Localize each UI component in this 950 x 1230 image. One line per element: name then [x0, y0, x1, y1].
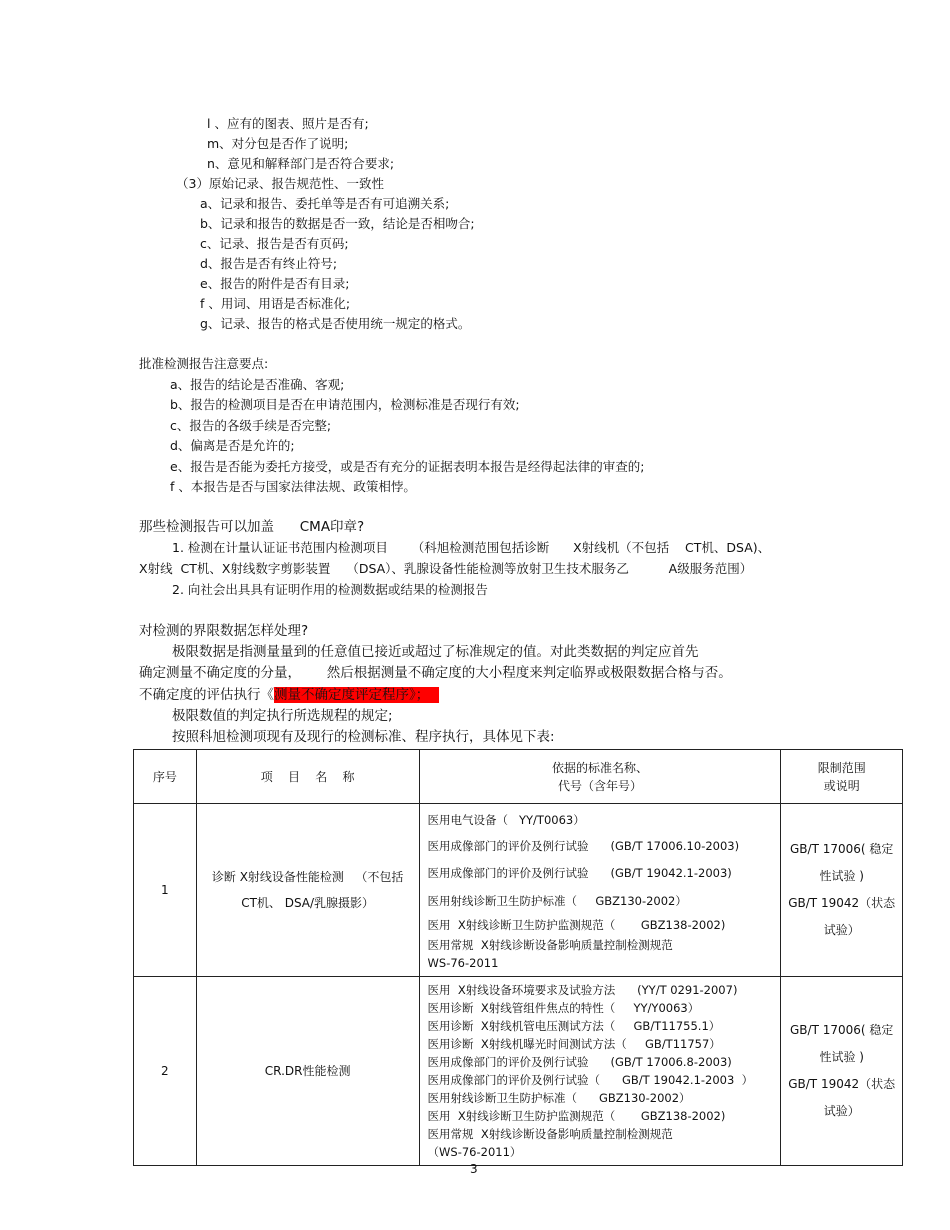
row1-std-2: 医用成像部门的评价及例行试验 (GB/T 17006.10-2003) [427, 839, 740, 853]
row1-std-1: 医用电气设备（ YY/T0063） [427, 813, 585, 827]
row2-limit-2: 性试验 ) [819, 1050, 864, 1064]
header-limit-line1: 限制范围 [817, 760, 866, 775]
limit-line-2: 确定测量不确定度的分量， 然后根据测量不确定度的大小程度来判定临界或极限数据合格与否。 [139, 665, 732, 681]
row2-limit-4: 试验） [823, 1104, 860, 1118]
cma-line-2: X射线 CT机、X射线数字剪影装置 （DSA）、乳腺设备性能检测等放射卫生技术服务乙 A级服务范围） [139, 561, 753, 576]
uncertainty-prefix: 不确定度的评估执行《 [139, 687, 274, 703]
section3-item-f: f 、用词、用语是否标准化; [200, 296, 351, 311]
row2-std-1: 医用 X射线设备环境要求及试验方法 (YY/T 0291-2007) [427, 983, 738, 997]
row1-name-line1: 诊断 X射线设备性能检测 （不包括 [211, 870, 404, 884]
section3-item-a: a、记录和报告、委托单等是否有可追溯关系; [200, 196, 450, 211]
row2-std-6: 医用成像部门的评价及例行试验（ GB/T 19042.1-2003 ） [427, 1073, 754, 1087]
row2-std-7: 医用射线诊断卫生防护标准（ GBZ130-2002） [427, 1091, 691, 1105]
row2-limit-1: GB/T 17006( 稳定 [790, 1023, 894, 1037]
row2-std-2: 医用诊断 X射线管组件焦点的特性（ YY/Y0063） [427, 1001, 700, 1015]
row2-std-9: 医用常规 X射线诊断设备影响质量控制检测规范 [427, 1127, 673, 1141]
item-l: l 、应有的图表、照片是否有; [207, 116, 369, 131]
row2-std-5: 医用成像部门的评价及例行试验 (GB/T 17006.8-2003) [427, 1055, 732, 1069]
approve-item-d: d、偏离是否是允许的; [170, 438, 295, 453]
header-name: 项 目 名 称 [196, 750, 419, 804]
table-row [134, 977, 903, 1166]
item-n: n、意见和解释部门是否符合要求; [207, 156, 395, 171]
row1-limit-2: 性试验 ) [819, 869, 864, 883]
row2-std-8: 医用 X射线诊断卫生防护监测规范（ GBZ138-2002) [427, 1109, 726, 1123]
row2-limit-3: GB/T 19042（状态 [788, 1077, 896, 1091]
row2-no: 2 [134, 977, 197, 1166]
header-standard [419, 750, 781, 804]
row1-std-4: 医用射线诊断卫生防护标准（ GBZ130-2002） [427, 894, 687, 908]
table-header-row [134, 750, 903, 804]
section3-item-e: e、报告的附件是否有目录; [200, 276, 350, 291]
row1-limit [781, 804, 903, 977]
row1-std-6: 医用常规 X射线诊断设备影响质量控制检测规范 [427, 938, 673, 952]
limit-heading: 对检测的界限数据怎样处理? [139, 623, 309, 639]
row2-std-3: 医用诊断 X射线机管电压测试方法（ GB/T11755.1） [427, 1019, 721, 1033]
row1-limit-3: GB/T 19042（状态 [788, 896, 896, 910]
item-m: m、对分包是否作了说明; [207, 136, 349, 151]
row2-name [196, 977, 419, 1166]
approve-item-b: b、报告的检测项目是否在申请范围内，检测标准是否现行有效; [170, 397, 520, 412]
uncertainty-line [139, 686, 439, 704]
row1-std-5: 医用 X射线诊断卫生防护监测规范（ GBZ138-2002) [427, 918, 726, 932]
header-standard-line1: 依据的标准名称、 [551, 760, 648, 775]
row1-name-line2: CT机、 DSA/乳腺摄影） [241, 896, 375, 910]
row2-std-4: 医用诊断 X射线机曝光时间测试方法（ GB/T11757） [427, 1037, 721, 1051]
section3-heading: （3）原始记录、报告规范性、一致性 [176, 176, 384, 191]
header-limit [781, 750, 903, 804]
row1-std-3: 医用成像部门的评价及例行试验 (GB/T 19042.1-2003) [427, 866, 732, 880]
row1-limit-4: 试验） [823, 923, 860, 937]
table-row [134, 804, 903, 977]
section3-item-g: g、记录、报告的格式是否使用统一规定的格式。 [200, 316, 471, 331]
uncertainty-highlight: 测量不确定度评定程序》； [274, 687, 439, 703]
row1-name [196, 804, 419, 977]
approve-item-c: c、报告的各级手续是否完整; [170, 418, 332, 433]
header-no: 序号 [134, 750, 197, 804]
section3-item-b: b、记录和报告的数据是否一致，结论是否相吻合; [200, 216, 475, 231]
limit-line-3: 极限数值的判定执行所选规程的规定; [172, 708, 393, 724]
row1-limit-1: GB/T 17006( 稳定 [790, 842, 894, 856]
limit-line-4: 按照科旭检测项现有及现行的检测标准、程序执行，具体见下表: [172, 729, 555, 745]
cma-heading: 那些检测报告可以加盖 CMA印章? [139, 519, 365, 535]
row2-standards [419, 977, 781, 1166]
section3-item-d: d、报告是否有终止符号; [200, 256, 338, 271]
cma-line-3: 2. 向社会出具具有证明作用的检测数据或结果的检测报告 [172, 582, 488, 597]
section3-item-c: c、记录、报告是否有页码; [200, 236, 349, 251]
row2-std-10: （WS-76-2011） [427, 1145, 522, 1159]
row2-name-line1: CR.DR性能检测 [264, 1064, 351, 1078]
standards-table [133, 749, 903, 1166]
approve-heading: 批准检测报告注意要点: [139, 356, 269, 371]
limit-line-1: 极限数据是指测量量到的任意值已接近或超过了标准规定的值。对此类数据的判定应首先 [172, 644, 699, 660]
row1-std-7: WS-76-2011 [427, 956, 499, 970]
row1-standards [419, 804, 781, 977]
page-number: 3 [470, 1162, 478, 1176]
header-standard-line2: 代号（含年号） [557, 778, 642, 793]
approve-item-e: e、报告是否能为委托方接受，或是否有充分的证据表明本报告是经得起法律的审查的; [170, 459, 645, 474]
approve-item-f: f 、本报告是否与国家法律法规、政策相悖。 [170, 479, 416, 494]
row1-no: 1 [134, 804, 197, 977]
cma-line-1: 1. 检测在计量认证证书范围内检测项目 （科旭检测范围包括诊断 X射线机（不包括 CT机、DSA)、 [172, 540, 771, 555]
header-limit-line2: 或说明 [823, 778, 860, 793]
row2-limit [781, 977, 903, 1166]
approve-item-a: a、报告的结论是否准确、客观; [170, 377, 345, 392]
